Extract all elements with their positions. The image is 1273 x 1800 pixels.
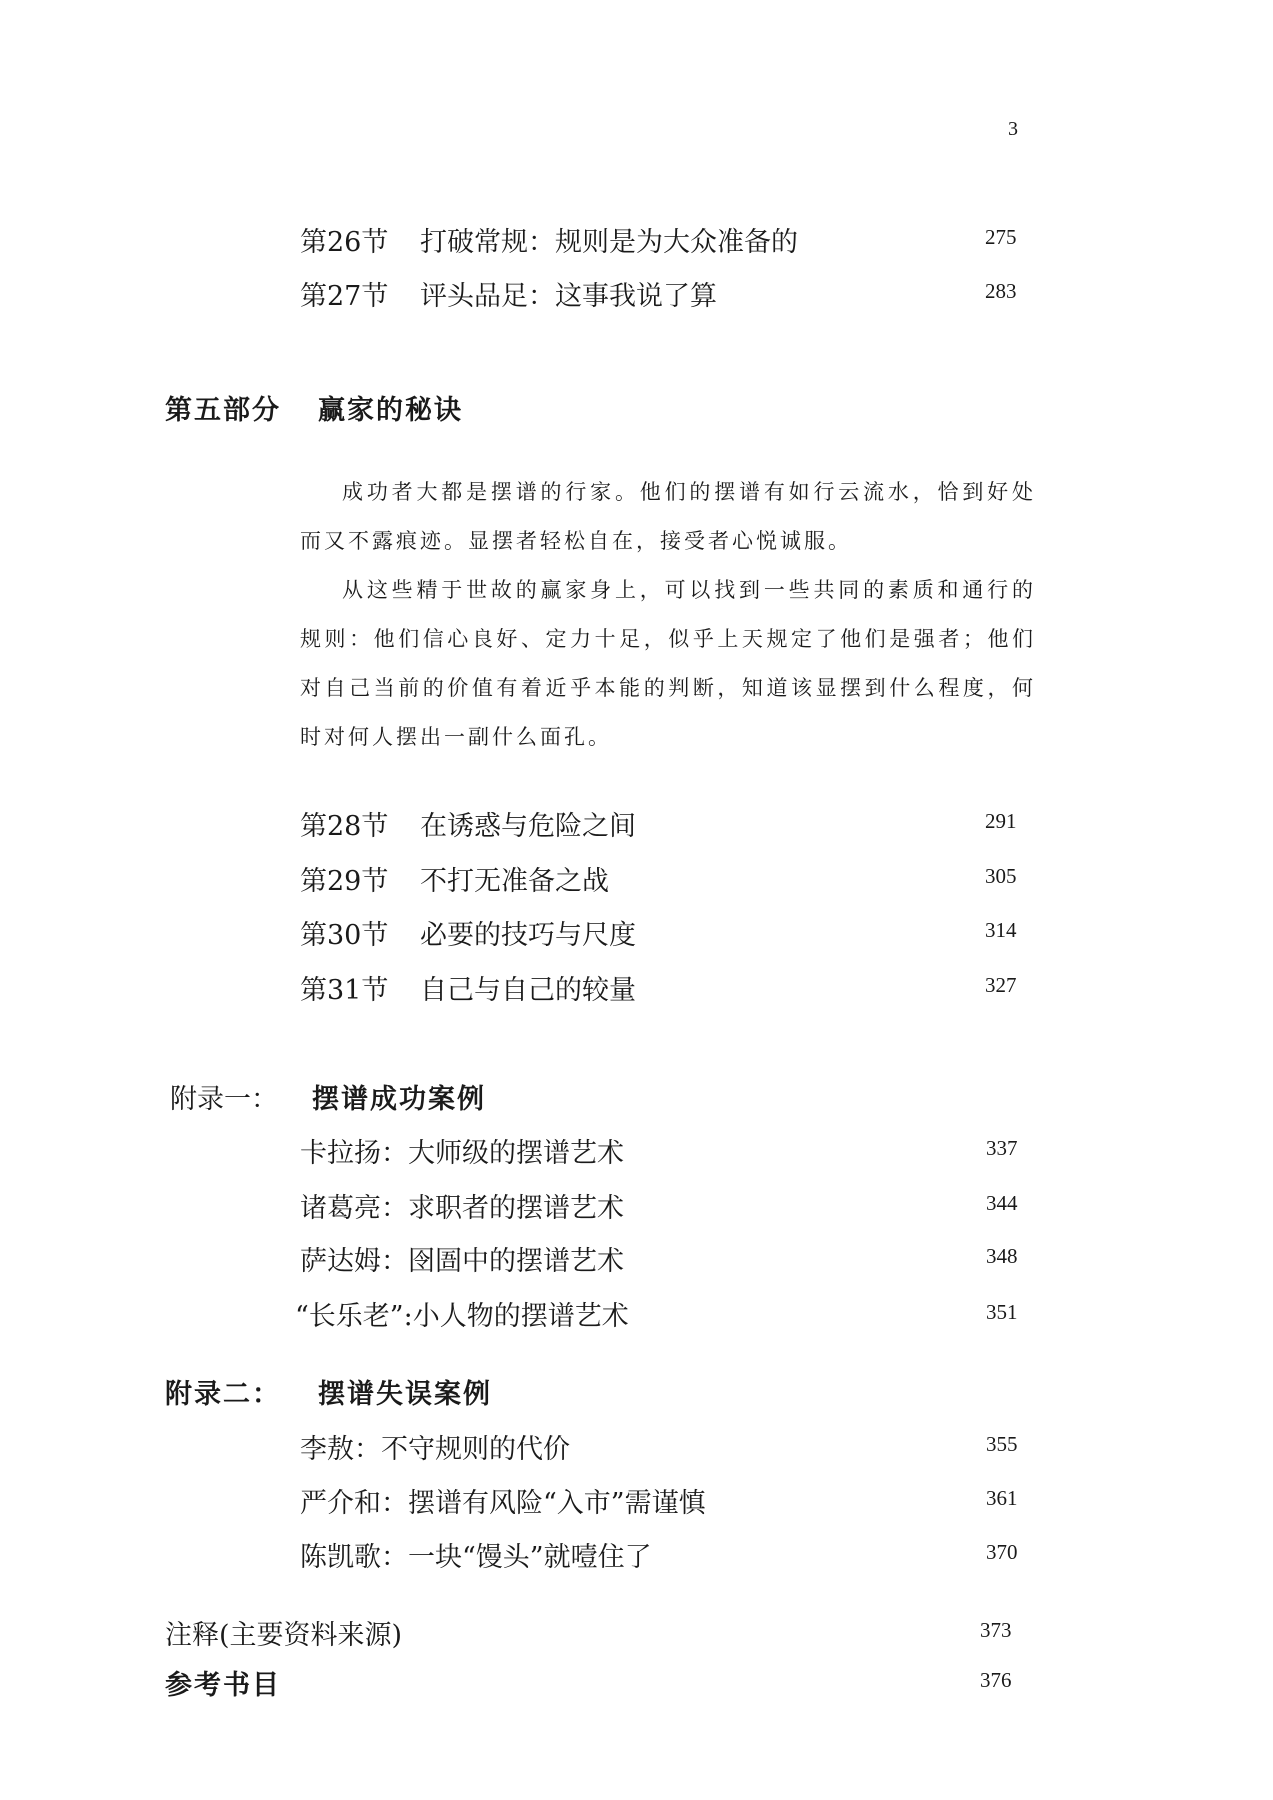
intro-paragraph: 成功者大都是摆谱的行家。他们的摆谱有如行云流水，恰到好处而又不露痕迹。显摆者轻松自在，接受者心悦诚服。 bbox=[300, 480, 1036, 553]
entry-page-number: 305 bbox=[985, 864, 1017, 888]
entry-page-number: 376 bbox=[980, 1668, 1012, 1692]
entry-title: 诸葛亮：求职者的摆谱艺术 bbox=[300, 1193, 624, 1224]
section-number: 第31节 bbox=[300, 975, 389, 1006]
entry-page-number: 370 bbox=[986, 1540, 1018, 1564]
notes-title: 注释(主要资料来源) bbox=[165, 1620, 403, 1651]
section-number: 第29节 bbox=[300, 866, 389, 897]
entry-title: 陈凯歌：一块“馒头”就噎住了 bbox=[300, 1542, 652, 1573]
entry-title: 自己与自己的较量 bbox=[420, 975, 636, 1006]
section-number: 第30节 bbox=[300, 920, 389, 951]
entry-page-number: 275 bbox=[985, 225, 1017, 249]
entry-title: 李敖：不守规则的代价 bbox=[300, 1434, 570, 1465]
entry-page-number: 283 bbox=[985, 279, 1017, 303]
entry-page-number: 291 bbox=[985, 809, 1017, 833]
part-intro bbox=[300, 468, 1036, 762]
entry-title: 卡拉扬：大师级的摆谱艺术 bbox=[300, 1138, 624, 1169]
appendix-title: 摆谱失误案例 bbox=[318, 1379, 492, 1410]
appendix-label: 附录一： bbox=[170, 1084, 278, 1115]
intro-paragraph: 从这些精于世故的赢家身上，可以找到一些共同的素质和通行的规则：他们信心良好、定力十足，似乎上天规定了他们是强者；他们对自己当前的价值有着近乎本能的判断，知道该显摆到什么程度，何时对何人摆出一副什么面孔。 bbox=[300, 578, 1036, 749]
entry-page-number: 344 bbox=[986, 1191, 1018, 1215]
entry-page-number: 314 bbox=[985, 918, 1017, 942]
entry-page-number: 361 bbox=[986, 1486, 1018, 1510]
entry-page-number: 355 bbox=[986, 1432, 1018, 1456]
section-number: 第28节 bbox=[300, 811, 389, 842]
entry-title: 萨达姆：囹圄中的摆谱艺术 bbox=[300, 1246, 624, 1277]
bibliography-title: 参考书目 bbox=[165, 1670, 281, 1701]
entry-title: 评头品足：这事我说了算 bbox=[420, 281, 717, 312]
entry-page-number: 373 bbox=[980, 1618, 1012, 1642]
entry-page-number: 327 bbox=[985, 973, 1017, 997]
entry-page-number: 337 bbox=[986, 1136, 1018, 1160]
section-number: 第26节 bbox=[300, 227, 389, 258]
page-number: 3 bbox=[1008, 118, 1018, 140]
section-number: 第27节 bbox=[300, 281, 389, 312]
entry-title: 不打无准备之战 bbox=[420, 866, 609, 897]
entry-title: 打破常规：规则是为大众准备的 bbox=[420, 227, 798, 258]
part-title: 赢家的秘诀 bbox=[318, 395, 463, 426]
entry-title: 必要的技巧与尺度 bbox=[420, 920, 636, 951]
entry-page-number: 351 bbox=[986, 1300, 1018, 1324]
entry-title: 在诱惑与危险之间 bbox=[420, 811, 636, 842]
entry-title: 严介和：摆谱有风险“入市”需谨慎 bbox=[300, 1488, 706, 1519]
appendix-title: 摆谱成功案例 bbox=[312, 1084, 486, 1115]
part-label: 第五部分 bbox=[165, 395, 281, 426]
entry-page-number: 348 bbox=[986, 1244, 1018, 1268]
appendix-label: 附录二： bbox=[165, 1379, 281, 1410]
entry-title: “长乐老”:小人物的摆谱艺术 bbox=[295, 1301, 629, 1332]
